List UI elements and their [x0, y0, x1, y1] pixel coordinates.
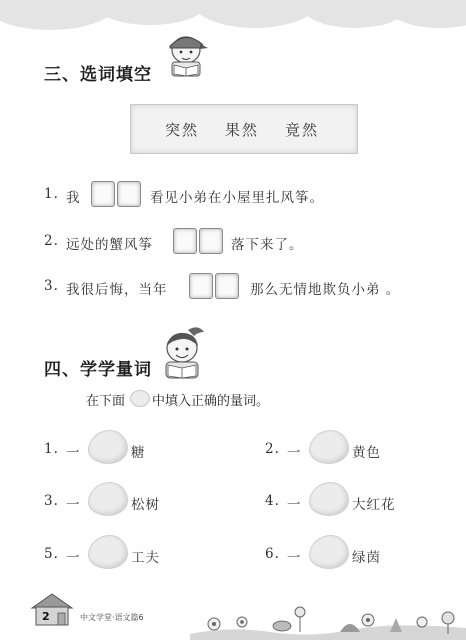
book-title: 中文学堂·语文篇6: [80, 613, 144, 622]
item-prefix: 一: [66, 497, 81, 513]
measure-word-blank[interactable]: [88, 535, 128, 569]
item-number: 1.: [44, 441, 59, 457]
item-noun: 糖: [131, 445, 146, 461]
sentence-after: 那么无情地欺负小弟 。: [250, 282, 401, 298]
sentence-before: 我: [66, 190, 81, 206]
answer-box[interactable]: [173, 228, 197, 254]
item-prefix: 一: [287, 497, 302, 513]
blob-icon: [130, 390, 150, 407]
item-number: 1.: [44, 186, 59, 202]
item-prefix: 一: [66, 550, 81, 566]
word-choice-box: [130, 104, 358, 154]
item-number: 3.: [44, 278, 59, 294]
instruction-before: 在下面: [86, 394, 126, 409]
answer-box[interactable]: [117, 181, 141, 207]
sentence-before: 远处的蟹风筝: [66, 237, 153, 253]
answer-box[interactable]: [215, 273, 239, 299]
sentence-before: 我很后悔，当年: [66, 282, 168, 298]
word-choice: 竟然: [285, 121, 320, 139]
answer-box[interactable]: [199, 228, 223, 254]
section4-title: 四、学学量词: [44, 360, 152, 380]
item-noun: 松树: [131, 497, 160, 513]
item-noun: 绿茵: [352, 550, 381, 566]
sentence-after: 看见小弟在小屋里扎风筝。: [150, 190, 324, 206]
item-prefix: 一: [287, 445, 302, 461]
item-noun: 大红花: [352, 497, 396, 513]
answer-box[interactable]: [189, 273, 213, 299]
word-choice: 果然: [225, 121, 260, 139]
page-number: 2: [42, 610, 50, 623]
item-number: 5.: [44, 546, 59, 562]
measure-word-blank[interactable]: [88, 430, 128, 464]
item-noun: 工夫: [131, 550, 160, 566]
measure-word-blank[interactable]: [309, 535, 349, 569]
boy-reading-illustration: [160, 32, 210, 80]
item-number: 3.: [44, 493, 59, 509]
item-noun: 黄色: [352, 445, 381, 461]
item-number: 2.: [265, 441, 280, 457]
answer-box[interactable]: [91, 181, 115, 207]
measure-word-blank[interactable]: [88, 482, 128, 516]
sentence-after: 落下来了。: [231, 237, 304, 253]
footer-garden-decoration: [190, 598, 466, 640]
word-choice: 突然: [165, 121, 200, 139]
section3-title: 三、选词填空: [44, 65, 152, 85]
item-prefix: 一: [66, 445, 81, 461]
item-number: 6.: [265, 546, 280, 562]
measure-word-blank[interactable]: [309, 430, 349, 464]
item-prefix: 一: [287, 550, 302, 566]
house-icon: [30, 592, 74, 626]
instruction-after: 中填入正确的量词。: [152, 394, 270, 409]
measure-word-blank[interactable]: [309, 482, 349, 516]
item-number: 2.: [44, 233, 59, 249]
girl-reading-illustration: [158, 326, 210, 380]
item-number: 4.: [265, 493, 280, 509]
